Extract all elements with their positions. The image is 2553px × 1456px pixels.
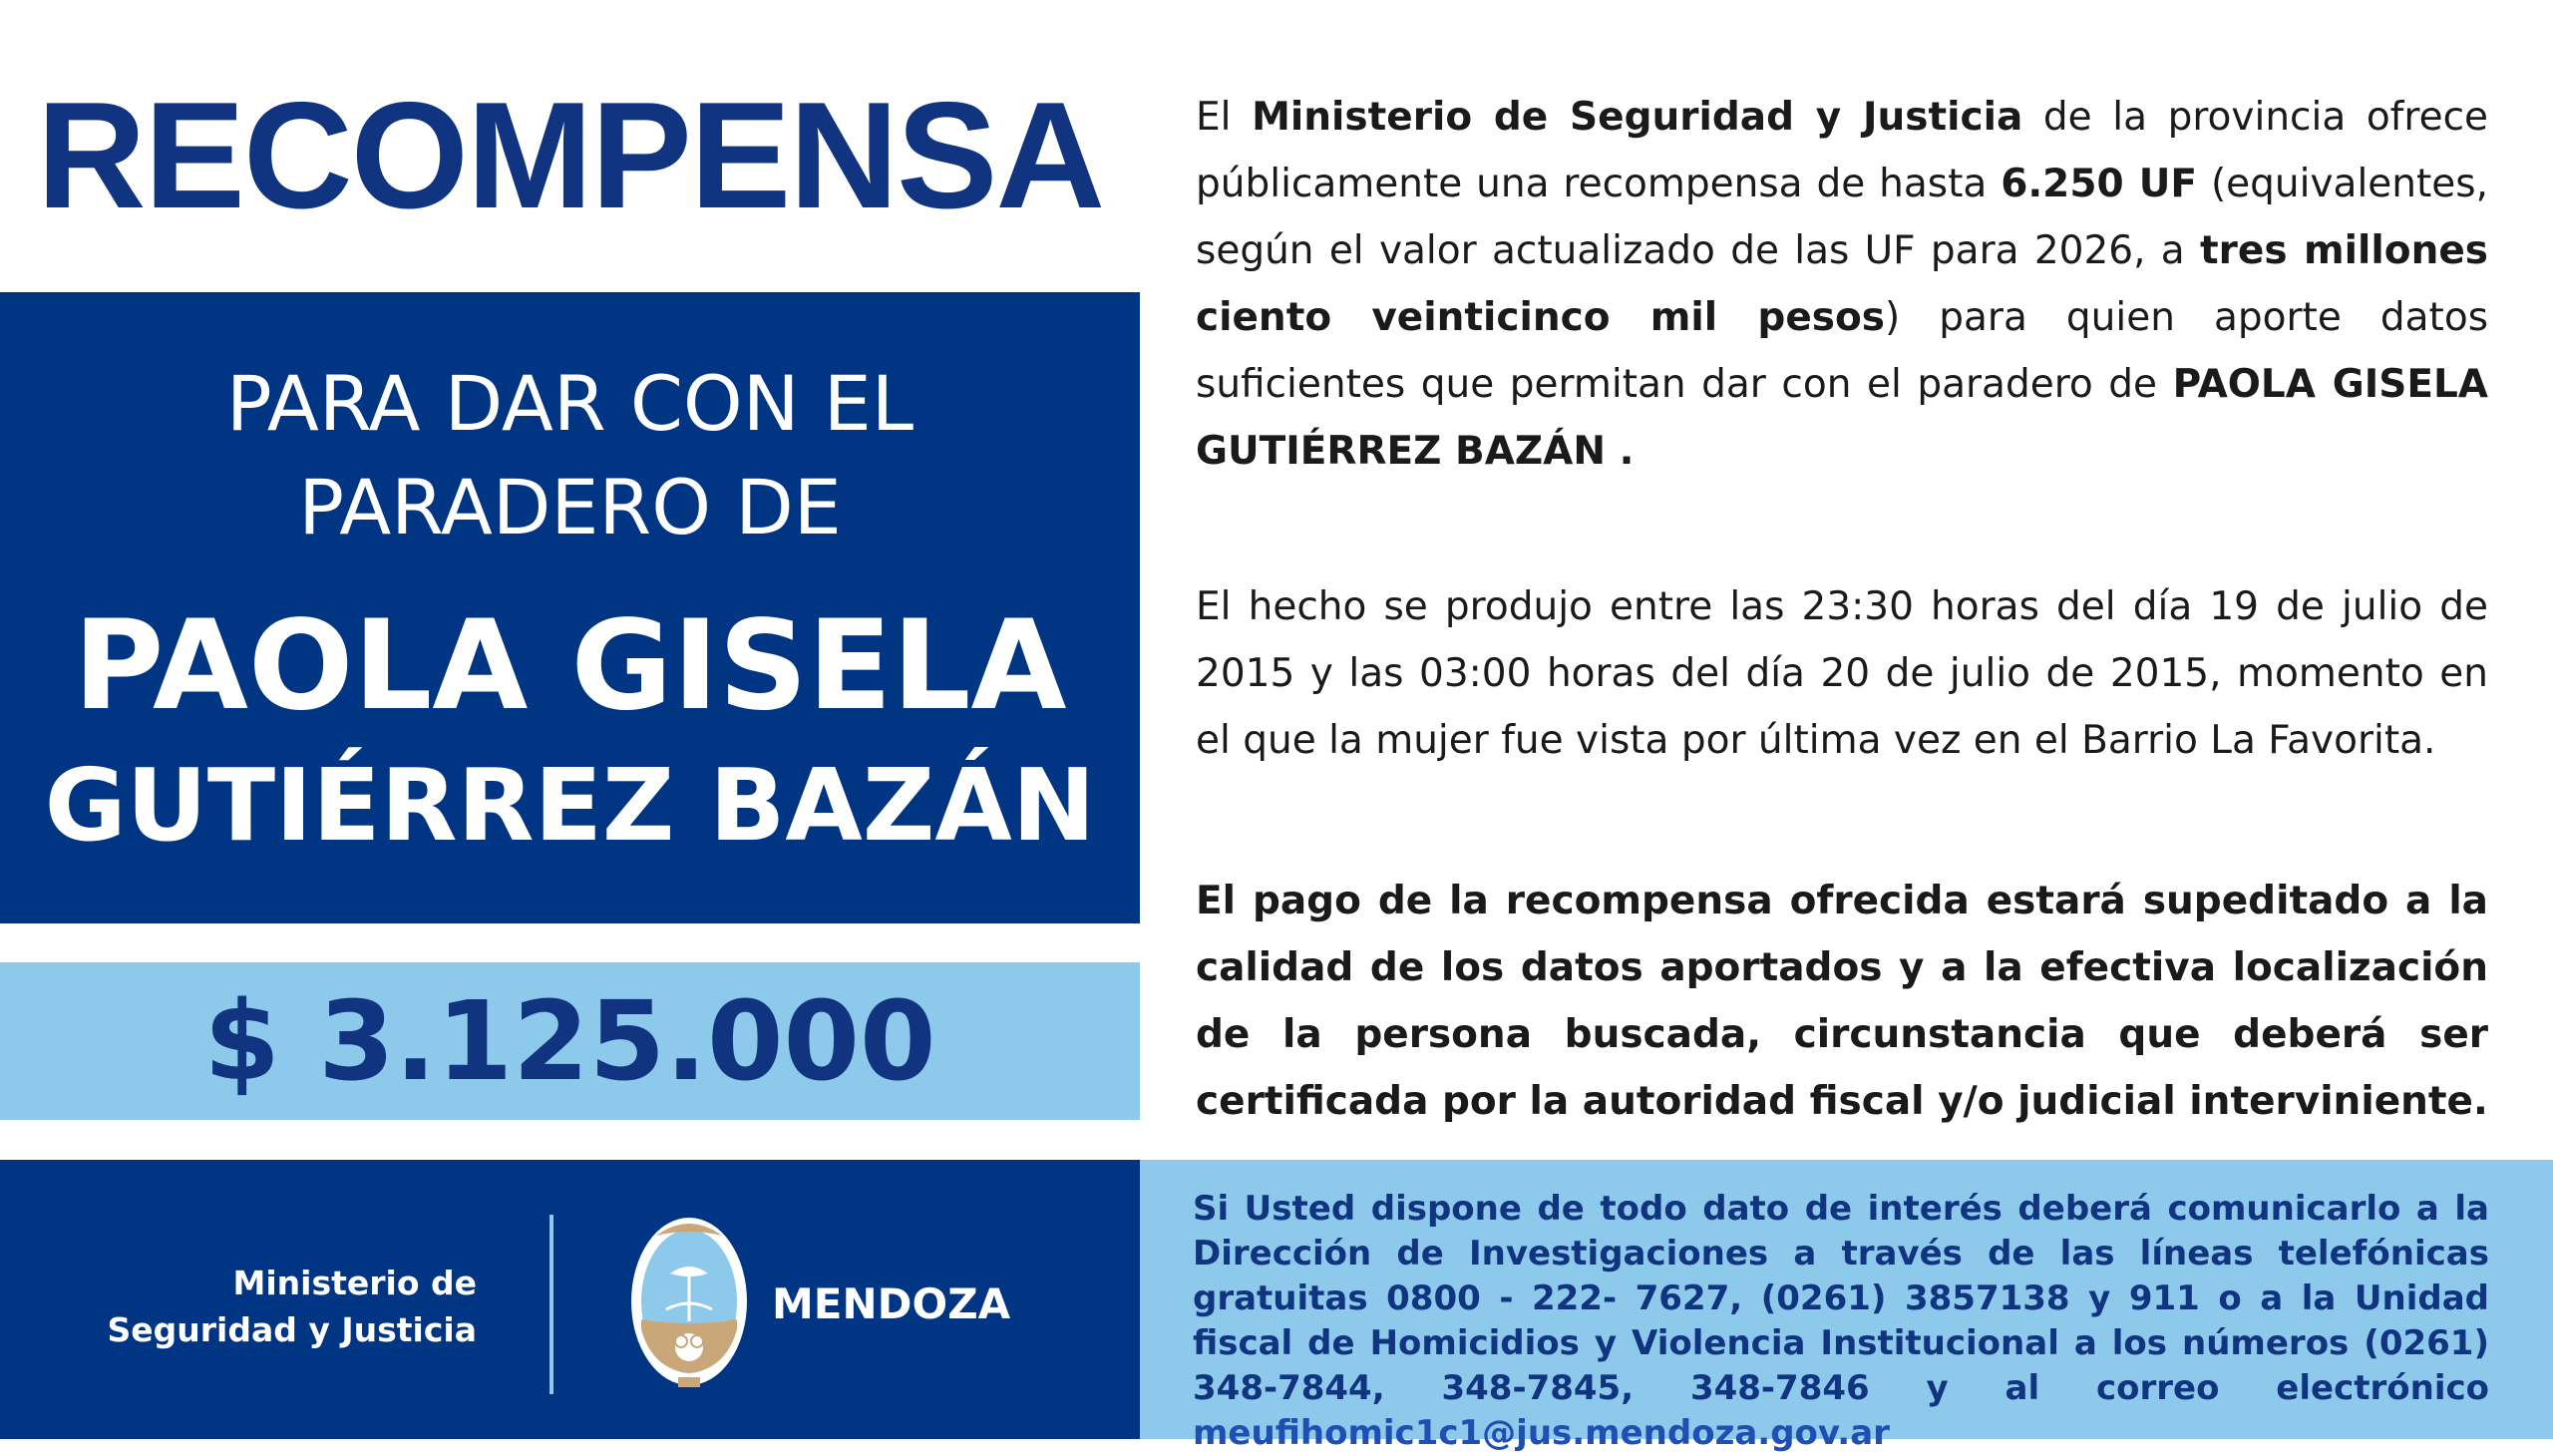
subtitle <box>0 352 1140 559</box>
text-run: (equivalentes, según el valor actualizado de las UF para 2026, a <box>1196 162 2488 273</box>
ministry-name: Ministerio de Seguridad y Justicia <box>1252 95 2023 140</box>
text-run: ) para quien aporte datos suficientes que permitan dar con el paradero de <box>1196 295 2489 407</box>
payment-conditions: El pago de la recompensa ofrecida estará supeditado a la calidad de los datos aportados y a la efectiva localización de la persona buscada, circunstancia que deberá ser certificada por la autoridad fiscal y/o judicial interviniente. <box>1196 879 2488 1124</box>
contact-email-link[interactable]: meufihomic1c1@jus.mendoza.gov.ar <box>1193 1413 1890 1453</box>
footer-branding <box>0 1160 1140 1439</box>
ministry-label-line-2: Seguridad y Justicia <box>107 1310 477 1349</box>
footer-divider <box>549 1215 553 1394</box>
contact-panel <box>1140 1160 2553 1453</box>
person-name-inline: PAOLA GISELA GUTIÉRREZ BAZÁN . <box>1196 362 2488 474</box>
reward-amount: $ 3.125.000 <box>0 962 1140 1120</box>
text-run: de la provincia ofrece públicamente una recompensa de hasta <box>1196 95 2489 206</box>
amount-in-words: tres millones ciento veinticinco mil pesos <box>1196 228 2488 340</box>
reward-description <box>1196 84 2488 485</box>
person-name <box>0 591 1140 871</box>
incident-description: El hecho se produjo entre las 23:30 horas del día 19 de julio de 2015 y las 03:00 horas del día 20 de julio de 2015, momento en el que la mujer fue vista por última vez en el Barrio La Favorita. <box>1196 584 2488 763</box>
person-name-line-1: PAOLA GISELA <box>73 594 1067 738</box>
person-name-line-2: GUTIÉRREZ BAZÁN <box>44 747 1096 864</box>
page-title: RECOMPENSA <box>36 71 1104 240</box>
subject-panel <box>0 292 1140 923</box>
province-label: MENDOZA <box>772 1279 1011 1328</box>
contact-instructions: Si Usted dispone de todo dato de interés deberá comunicarlo a la Dirección de Investigaciones a través de las líneas telefónicas gratuitas 0800 - 222- 7627, (0261) 3857138 y 911 o a la Unidad fiscal de Homicidios y Violencia Institucional a los números (0261) 348-7844, 348-7845, 348-7846 y al correo electrónico <box>1193 1189 2489 1408</box>
subtitle-line-2: PARADERO DE <box>298 463 842 551</box>
subtitle-line-1: PARA DAR CON EL <box>225 359 914 448</box>
ministry-label <box>108 1260 478 1353</box>
uf-amount: 6.250 UF <box>2001 162 2198 206</box>
mendoza-coat-of-arms-icon <box>626 1210 752 1391</box>
text-run: El <box>1196 95 1253 140</box>
ministry-label-line-1: Ministerio de <box>232 1264 477 1302</box>
contact-info <box>1193 1187 2489 1456</box>
